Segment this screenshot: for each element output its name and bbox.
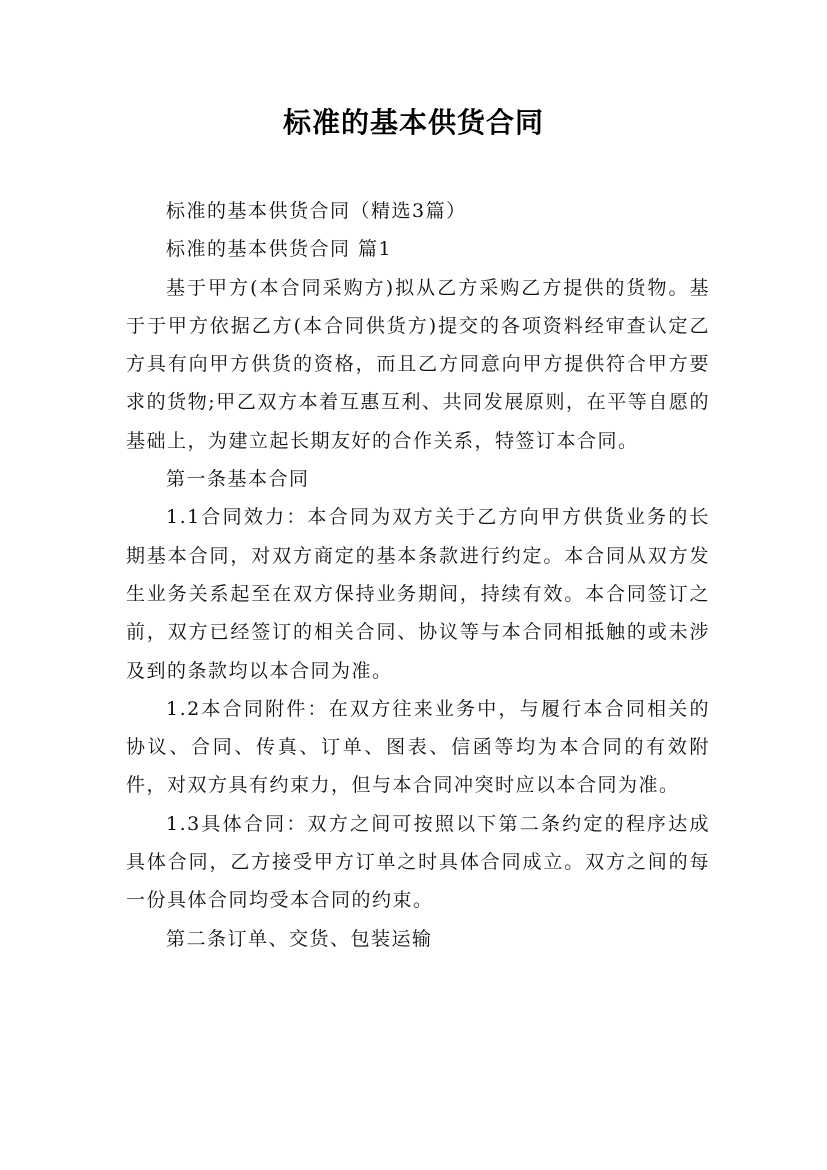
paragraph-subtitle: 标准的基本供货合同（精选3篇） <box>166 200 467 222</box>
paragraph-clause-1-3: 1.3具体合同：双方之间可按照以下第二条约定的程序达成具体合同，乙方接受甲方订单之时具体合同成立。双方之间的每一份具体合同均受本合同的约束。 <box>126 812 710 912</box>
paragraph-article-2-heading: 第二条订单、交货、包装运输 <box>166 927 433 950</box>
document-body <box>126 192 710 958</box>
paragraph-clause-1-1: 1.1合同效力：本合同为双方关于乙方向甲方供货业务的长期基本合同，对双方商定的基本条款进行约定。本合同从双方发生业务关系起至在双方保持业务期间，持续有效。本合同签订之前，双方已经签订的相关合同、协议等与本合同相抵触的或未涉及到的条款均以本合同为准。 <box>126 506 710 682</box>
paragraph-preamble: 基于甲方(本合同采购方)拟从乙方采购乙方提供的货物。基于于甲方依据乙方(本合同供货方)提交的各项资料经审查认定乙方具有向甲方供货的资格，而且乙方同意向甲方提供符合甲方要求的货物;甲乙双方本着互惠互利、共同发展原则，在平等自愿的基础上，为建立起长期友好的合作关系，特签订本合同。 <box>126 276 710 452</box>
paragraph-clause-1-2: 1.2本合同附件：在双方往来业务中，与履行本合同相关的协议、合同、传真、订单、图表、信函等均为本合同的有效附件，对双方具有约束力，但与本合同冲突时应以本合同为准。 <box>126 697 710 797</box>
paragraph-article-1-heading: 第一条基本合同 <box>166 468 310 491</box>
paragraph-section-heading: 标准的基本供货合同 篇1 <box>166 238 393 261</box>
document-title: 标准的基本供货合同 <box>282 106 544 139</box>
